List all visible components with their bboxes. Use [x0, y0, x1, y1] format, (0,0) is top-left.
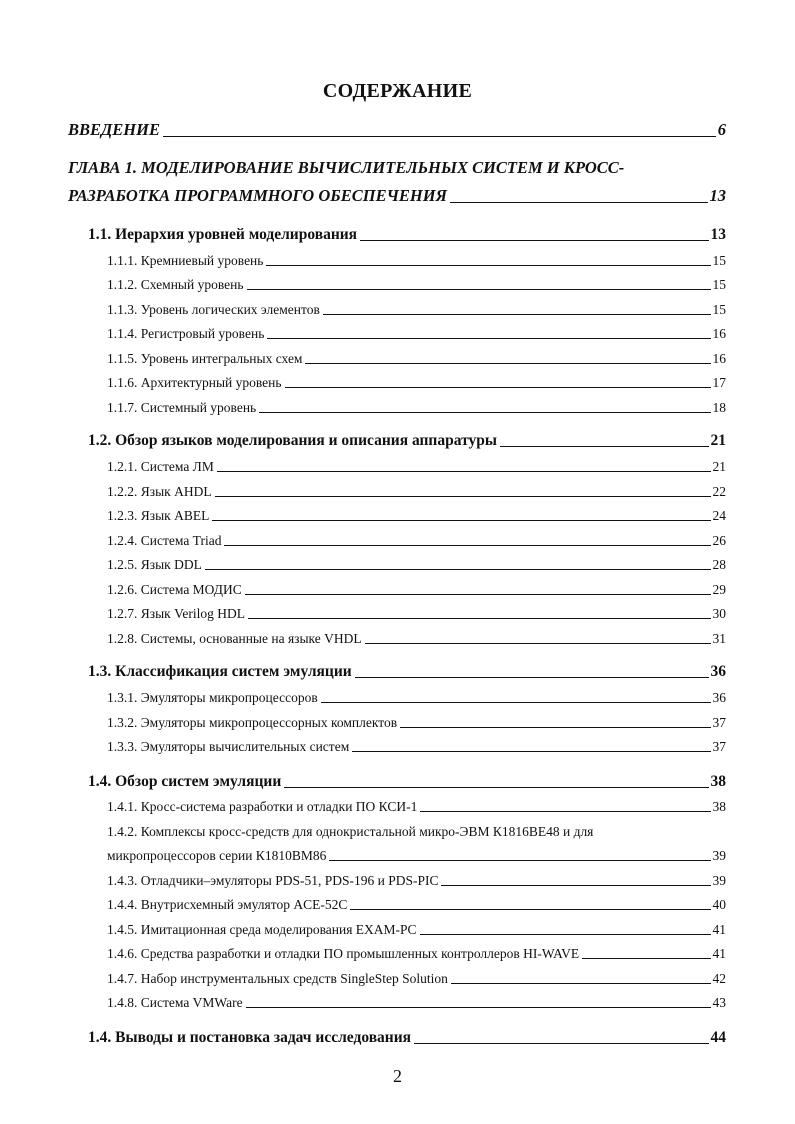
chapter-1-title-line1[interactable]: ГЛАВА 1. МОДЕЛИРОВАНИЕ ВЫЧИСЛИТЕЛЬНЫХ СИСТЕМ И КРОСС- [68, 158, 625, 177]
leader-line [365, 643, 711, 644]
toc-entry-page: 41 [712, 946, 726, 961]
toc-entry-label: 1.4. Выводы и постановка задач исследования [88, 1029, 412, 1046]
leader-line [414, 1043, 708, 1044]
leader-line [246, 1007, 711, 1008]
toc-entry-chapter-1[interactable] [68, 186, 726, 206]
toc-entry-page: 15 [712, 253, 726, 268]
toc-subsection[interactable] [107, 400, 726, 416]
toc-entry-page: 28 [712, 557, 726, 572]
leader-line [400, 727, 710, 728]
toc-entry-label: 1.3.2. Эмуляторы микропроцессорных комплектов [107, 715, 398, 730]
toc-subsection[interactable] [107, 277, 726, 293]
toc-entry-label: 1.2.5. Язык DDL [107, 557, 202, 572]
toc-section-conclusions[interactable] [88, 1029, 726, 1047]
toc-entry-page: 21 [712, 459, 726, 474]
toc-entry-page: 24 [712, 508, 726, 523]
toc-entry-intro[interactable] [68, 120, 726, 140]
toc-entry-page: 22 [712, 484, 726, 499]
toc-entry-label: 1.4.6. Средства разработки и отладки ПО промышленных контроллеров HI-WAVE [107, 946, 580, 961]
leader-line [248, 618, 711, 619]
toc-subsection[interactable] [107, 946, 726, 962]
toc-entry-page: 39 [712, 873, 726, 888]
toc-entry-page: 29 [712, 582, 726, 597]
toc-entry-label: микропроцессоров серии К1810ВМ86 [107, 848, 327, 863]
toc-entry-label: 1.1.1. Кремниевый уровень [107, 253, 264, 268]
page-title: СОДЕРЖАНИЕ [322, 80, 473, 102]
leader-line [350, 909, 710, 910]
toc-entry-page: 36 [710, 663, 726, 680]
toc-subsection[interactable] [107, 631, 726, 647]
leader-line [285, 387, 711, 388]
toc-entry-label: 1.2.4. Система Triad [107, 533, 222, 548]
toc-entry-page: 6 [717, 120, 726, 139]
toc-entry-page: 37 [712, 739, 726, 754]
toc-subsection[interactable] [107, 533, 726, 549]
toc-entry-label: 1.4. Обзор систем эмуляции [88, 773, 282, 790]
toc-entry-label: ВВЕДЕНИЕ [68, 120, 160, 139]
toc-subsection[interactable] [107, 873, 726, 889]
toc-subsection[interactable] [107, 351, 726, 367]
toc-subsection-line1[interactable]: 1.4.2. Комплексы кросс-средств для однокристальной микро-ЭВМ К1816ВЕ48 и для [107, 824, 594, 839]
toc-entry-label: 1.4.8. Система VMWare [107, 995, 243, 1010]
leader-line [451, 983, 711, 984]
toc-subsection[interactable] [107, 508, 726, 524]
toc-entry-label: 1.4.7. Набор инструментальных средств SingleStep Solution [107, 971, 448, 986]
toc-entry-page: 17 [712, 375, 726, 390]
toc-entry-page: 26 [712, 533, 726, 548]
leader-line [215, 496, 711, 497]
toc-entry-label: 1.2. Обзор языков моделирования и описания аппаратуры [88, 432, 497, 449]
toc-subsection[interactable] [107, 326, 726, 342]
toc-entry-label: 1.2.8. Системы, основанные на языке VHDL [107, 631, 362, 646]
toc-subsection[interactable] [107, 799, 726, 815]
leader-line [284, 787, 708, 788]
toc-section-1-3[interactable] [88, 663, 726, 681]
leader-line [305, 363, 710, 364]
toc-subsection[interactable] [107, 715, 726, 731]
leader-line [420, 934, 711, 935]
toc-subsection[interactable] [107, 897, 726, 913]
toc-entry-page: 38 [712, 799, 726, 814]
toc-subsection[interactable] [107, 606, 726, 622]
leader-line [163, 136, 716, 137]
leader-line [266, 265, 710, 266]
toc-section-1-1[interactable] [88, 226, 726, 244]
toc-entry-page: 44 [710, 1029, 726, 1046]
toc-entry-label: РАЗРАБОТКА ПРОГРАММНОГО ОБЕСПЕЧЕНИЯ [68, 186, 447, 205]
toc-entry-page: 21 [710, 432, 726, 449]
toc-subsection[interactable] [107, 582, 726, 598]
toc-subsection[interactable] [107, 995, 726, 1011]
toc-entry-page: 31 [712, 631, 726, 646]
toc-subsection[interactable] [107, 375, 726, 391]
toc-subsection[interactable] [107, 459, 726, 475]
toc-subsection[interactable] [107, 484, 726, 500]
toc-subsection[interactable] [107, 739, 726, 755]
toc-entry-page: 42 [712, 971, 726, 986]
toc-entry-label: 1.2.2. Язык AHDL [107, 484, 212, 499]
leader-line [245, 594, 711, 595]
toc-entry-label: 1.2.3. Язык ABEL [107, 508, 210, 523]
toc-entry-label: 1.4.1. Кросс-система разработки и отладки ПО КСИ-1 [107, 799, 418, 814]
leader-line [582, 958, 710, 959]
toc-entry-label: 1.2.7. Язык Verilog HDL [107, 606, 245, 621]
toc-entry-label: 1.1.4. Регистровый уровень [107, 326, 265, 341]
toc-subsection[interactable] [107, 253, 726, 269]
toc-entry-page: 16 [712, 326, 726, 341]
toc-subsection[interactable] [107, 557, 726, 573]
toc-entry-page: 36 [712, 690, 726, 705]
leader-line [267, 338, 710, 339]
toc-entry-label: 1.1.3. Уровень логических элементов [107, 302, 320, 317]
leader-line [212, 520, 710, 521]
toc-entry-label: 1.3.3. Эмуляторы вычислительных систем [107, 739, 350, 754]
page-number: 2 [393, 1066, 402, 1086]
toc-subsection[interactable] [107, 971, 726, 987]
leader-line [329, 860, 710, 861]
toc-subsection[interactable] [107, 922, 726, 938]
toc-entry-label: 1.2.1. Система ЛМ [107, 459, 214, 474]
leader-line [360, 240, 708, 241]
toc-entry-page: 18 [712, 400, 726, 415]
toc-entry-page: 37 [712, 715, 726, 730]
leader-line [441, 885, 710, 886]
toc-entry-page: 15 [712, 277, 726, 292]
toc-entry-page: 15 [712, 302, 726, 317]
toc-entry-label: 1.3. Классификация систем эмуляции [88, 663, 352, 680]
leader-line [224, 545, 710, 546]
leader-line [500, 446, 709, 447]
leader-line [205, 569, 711, 570]
leader-line [420, 811, 710, 812]
toc-entry-page: 13 [709, 186, 726, 205]
leader-line [450, 202, 708, 203]
leader-line [355, 677, 709, 678]
toc-entry-page: 39 [712, 848, 726, 863]
toc-entry-label: 1.4.4. Внутрисхемный эмулятор ACE-52C [107, 897, 348, 912]
toc-entry-label: 1.2.6. Система МОДИС [107, 582, 242, 597]
toc-entry-page: 16 [712, 351, 726, 366]
toc-entry-page: 30 [712, 606, 726, 621]
toc-entry-label: 1.1.2. Схемный уровень [107, 277, 244, 292]
toc-entry-page: 41 [712, 922, 726, 937]
leader-line [217, 471, 711, 472]
toc-entry-label: 1.1.7. Системный уровень [107, 400, 257, 415]
toc-subsection[interactable] [107, 690, 726, 706]
toc-entry-label: 1.1. Иерархия уровней моделирования [88, 226, 358, 243]
toc-entry-page: 38 [710, 773, 726, 790]
toc-entry-label: 1.1.5. Уровень интегральных схем [107, 351, 303, 366]
leader-line [259, 412, 710, 413]
toc-entry-page: 40 [712, 897, 726, 912]
toc-subsection[interactable] [107, 848, 726, 864]
leader-line [323, 314, 711, 315]
toc-subsection[interactable] [107, 302, 726, 318]
toc-entry-label: 1.3.1. Эмуляторы микропроцессоров [107, 690, 318, 705]
toc-section-1-2[interactable] [88, 432, 726, 450]
toc-entry-label: 1.1.6. Архитектурный уровень [107, 375, 282, 390]
toc-section-1-4[interactable] [88, 773, 726, 791]
toc-entry-page: 43 [712, 995, 726, 1010]
leader-line [352, 751, 710, 752]
leader-line [321, 702, 711, 703]
toc-entry-page: 13 [710, 226, 726, 243]
leader-line [247, 289, 711, 290]
toc-entry-label: 1.4.5. Имитационная среда моделирования EXAM-PC [107, 922, 417, 937]
toc-entry-label: 1.4.3. Отладчики–эмуляторы PDS-51, PDS-196 и PDS-PIC [107, 873, 439, 888]
